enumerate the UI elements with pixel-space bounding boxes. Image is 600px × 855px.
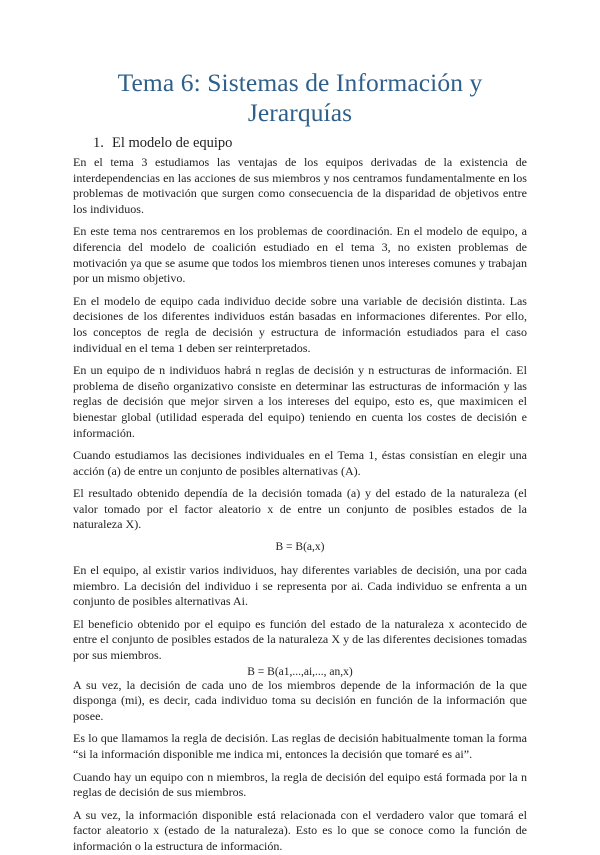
paragraph: En este tema nos centraremos en los problemas de coordinación. En el modelo de equipo, a diferencia del modelo de coalición estudiado en el tema 3, no existen problemas de motivación ya que se asume que todos los miembros tienen unos intereses comunes y trabajan por un mismo objetivo.: [73, 224, 527, 286]
section-title: El modelo de equipo: [112, 135, 233, 151]
section-heading: [93, 134, 527, 152]
paragraph: En el tema 3 estudiamos las ventajas de los equipos derivadas de la existencia de interdependencias en las acciones de sus miembros y nos centramos fundamentalmente en los problemas de motivación que surgen como consecuencia de la disparidad de objetivos entre los individuos.: [73, 155, 527, 216]
paragraph: En el equipo, al existir varios individuos, hay diferentes variables de decisión, una por cada miembro. La decisión del individuo i se representa por ai. Cada individuo se enfrenta a un conjunto de posibles alternativas Ai.: [73, 563, 527, 609]
formula: B = B(a,x): [275, 541, 325, 554]
section-number: 1.: [93, 135, 104, 151]
paragraph: Es lo que llamamos la regla de decisión. Las reglas de decisión habitualmente toman la forma “si la información disponible me indica mi, entonces la decisión que tomaré es ai”.: [73, 731, 527, 761]
paragraph: Cuando hay un equipo con n miembros, la regla de decisión del equipo está formada por la n reglas de decisión de sus miembros.: [73, 769, 527, 800]
paragraph: A su vez, la decisión de cada uno de los miembros depende de la información de la que disponga (mi), es decir, cada individuo toma su decisión en función de la información que posee.: [73, 677, 527, 723]
document-title: Tema 6: Sistemas de Información y Jerarquías: [117, 68, 483, 127]
paragraph: En un equipo de n individuos habrá n reglas de decisión y n estructuras de información. El problema de diseño organizativo consiste en determinar las estructuras de información y las reglas de decisión que mejor sirven a los intereses del equipo, esto es, que maximicen el bienestar global (utilidad esperada del equipo) teniendo en cuenta los costes de decisión e información.: [73, 363, 527, 440]
paragraph: El resultado obtenido dependía de la decisión tomada (a) y del estado de la naturaleza (el valor tomado por el factor aleatorio x de entre un conjunto de posibles estados de la naturaleza X).: [73, 486, 527, 532]
formula: B = B(a1,...,ai,..., an,x): [247, 665, 353, 678]
paragraph: Cuando estudiamos las decisiones individuales en el Tema 1, éstas consistían en elegir una acción (a) de entre un conjunto de posibles alternativas (A).: [73, 448, 527, 478]
paragraph: El beneficio obtenido por el equipo es función del estado de la naturaleza x acontecido de entre el conjunto de posibles estados de la naturaleza X y de las diferentes decisiones tomadas por sus miembros.: [73, 616, 527, 663]
paragraph: En el modelo de equipo cada individuo decide sobre una variable de decisión distinta. Las decisiones de los diferentes individuos están basadas en informaciones diferentes. Por ello, los conceptos de regla de decisión y estructura de información estudiados para el caso individual en el tema 1 deben ser reinterpretados.: [73, 293, 527, 355]
paragraph: A su vez, la información disponible está relacionada con el verdadero valor que tomará el factor aleatorio x (estado de la naturaleza). Esto es lo que se conoce como la función de información o la estructura de información.: [73, 807, 527, 853]
